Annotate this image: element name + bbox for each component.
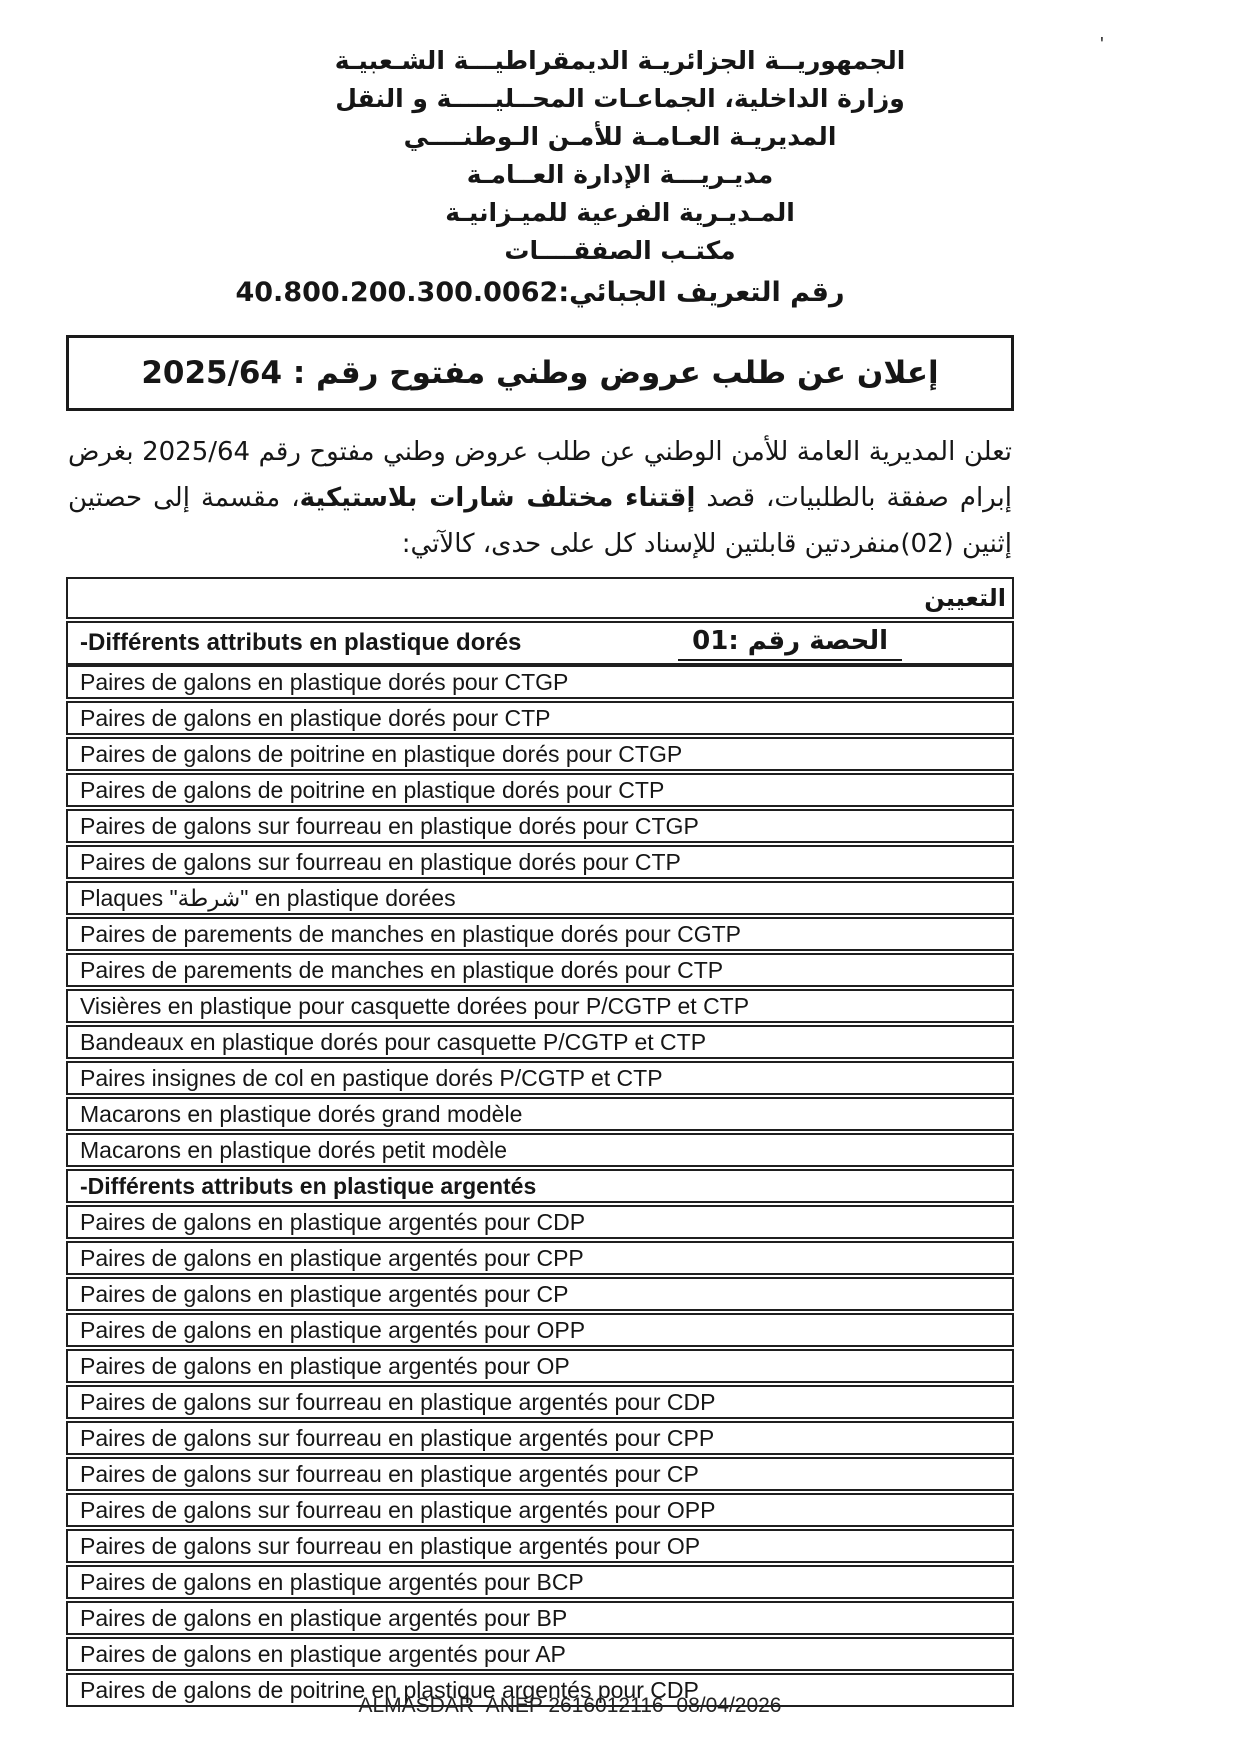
intro-text-part2: ، مقسمة إلى حصتين إثنين (02)منفردتين قابلتين للإسناد كل على حدى، كالآتي: bbox=[68, 483, 1012, 559]
lot1-header-row bbox=[66, 621, 1014, 665]
table-row-label: Paires de galons sur fourreau en plastique argentés pour CPP bbox=[80, 1424, 715, 1451]
table-rows-container bbox=[66, 665, 1014, 1707]
header-line-administration: مديـريـــة الإدارة العــامـة bbox=[466, 160, 774, 189]
table-row bbox=[66, 1241, 1014, 1275]
table-row-label: -Différents attributs en plastique argentés bbox=[80, 1172, 537, 1199]
table-row-label: Macarons en plastique dorés grand modèle bbox=[80, 1100, 523, 1127]
table-row-label: Paires de galons de poitrine en plastique dorés pour CTP bbox=[80, 776, 665, 803]
table-row-label: Bandeaux en plastique dorés pour casquette P/CGTP et CTP bbox=[80, 1028, 707, 1055]
table-row-label: Paires de galons en plastique argentés pour CPP bbox=[80, 1244, 584, 1271]
header-line-dgsn: المديريـة العـامـة للأمـن الـوطنــــي bbox=[403, 122, 837, 151]
lot1-title-ar: الحصة رقم :01 bbox=[678, 626, 902, 661]
table-row-label: Visières en plastique pour casquette dorées pour P/CGTP et CTP bbox=[80, 992, 750, 1019]
table-row bbox=[66, 1385, 1014, 1419]
intro-text-part1: تعلن المديرية العامة للأمن الوطني عن طلب عروض وطني مفتوح رقم 2025/64 بغرض إبرام صفقة بالطلبيات، قصد bbox=[68, 437, 1012, 513]
table-row-label: Paires de galons de poitrine en plastique dorés pour CTGP bbox=[80, 740, 683, 767]
table-row bbox=[66, 1565, 1014, 1599]
announcement-title-box bbox=[66, 335, 1014, 411]
tax-id-line: رقم التعريف الجبائي:40.800.200.300.0062 bbox=[235, 277, 845, 308]
table-row bbox=[66, 1637, 1014, 1671]
table-row-label: Plaques "شرطة" en plastique dorées bbox=[80, 884, 456, 911]
table-row-label: Paires de galons en plastique argentés pour OPP bbox=[80, 1316, 586, 1343]
lots-table bbox=[66, 577, 1014, 1707]
table-row-label: Paires de galons en plastique argentés pour OP bbox=[80, 1352, 570, 1379]
intro-text-bold-object: إقتناء مختلف شارات بلاستيكية bbox=[299, 483, 696, 513]
anep-footer: ALMASDAR- ANEP 2616012116- 08/04/2026 bbox=[358, 1694, 782, 1717]
table-row bbox=[66, 737, 1014, 771]
table-row bbox=[66, 881, 1014, 915]
table-row bbox=[66, 1025, 1014, 1059]
table-row-label: Paires de parements de manches en plastique dorés pour CGTP bbox=[80, 920, 741, 947]
intro-paragraph bbox=[68, 429, 1012, 567]
table-row-label: Paires de galons en plastique dorés pour CTP bbox=[80, 704, 551, 731]
designation-header-label: التعيين bbox=[924, 584, 1006, 612]
table-row-label: Paires de galons en plastique argentés pour AP bbox=[80, 1640, 566, 1667]
table-row bbox=[66, 1169, 1014, 1203]
table-row bbox=[66, 917, 1014, 951]
table-row-label: Paires de galons sur fourreau en plastique argentés pour OP bbox=[80, 1532, 701, 1559]
table-row-label: Paires de galons en plastique argentés pour CP bbox=[80, 1280, 569, 1307]
header-line-budget-directorate: المـديـرية الفرعية للميـزانيـة bbox=[445, 198, 795, 227]
table-row-label: Paires de galons sur fourreau en plastique dorés pour CTGP bbox=[80, 812, 699, 839]
table-header-row bbox=[66, 577, 1014, 619]
table-row-label: Paires de parements de manches en plastique dorés pour CTP bbox=[80, 956, 724, 983]
table-row bbox=[66, 1349, 1014, 1383]
table-row bbox=[66, 1097, 1014, 1131]
header-line-markets-office: مكتـب الصفقــــات bbox=[504, 236, 736, 265]
table-row-label: Paires de galons en plastique argentés pour CDP bbox=[80, 1208, 586, 1235]
table-row bbox=[66, 1601, 1014, 1635]
table-row bbox=[66, 1313, 1014, 1347]
table-row bbox=[66, 1493, 1014, 1527]
header-line-ministry: وزارة الداخلية، الجماعـات المحــليـــــة و النقل bbox=[335, 84, 905, 113]
table-row-label: Paires de galons sur fourreau en plastique dorés pour CTP bbox=[80, 848, 681, 875]
table-row bbox=[66, 1457, 1014, 1491]
table-row-label: Paires de galons en plastique argentés pour BP bbox=[80, 1604, 568, 1631]
table-row-label: Paires de galons en plastique argentés pour BCP bbox=[80, 1568, 584, 1595]
announcement-title: إعلان عن طلب عروض وطني مفتوح رقم : 2025/64 bbox=[141, 355, 939, 391]
table-row bbox=[66, 701, 1014, 735]
content-column bbox=[66, 273, 1014, 1707]
table-row-label: Paires de galons sur fourreau en plastique argentés pour OPP bbox=[80, 1496, 716, 1523]
table-row bbox=[66, 809, 1014, 843]
lot1-title-fr: -Différents attributs en plastique dorés bbox=[80, 629, 522, 656]
table-row bbox=[66, 989, 1014, 1023]
table-row-label: Paires de galons sur fourreau en plastique argentés pour CP bbox=[80, 1460, 699, 1487]
table-row bbox=[66, 1529, 1014, 1563]
table-row-label: Paires de galons de poitrine en plastique argentés pour CDP bbox=[80, 1676, 699, 1703]
table-row bbox=[66, 953, 1014, 987]
table-row bbox=[66, 773, 1014, 807]
table-row bbox=[66, 1205, 1014, 1239]
document-header bbox=[0, 0, 1240, 270]
table-row bbox=[66, 845, 1014, 879]
table-row bbox=[66, 1133, 1014, 1167]
header-line-republic: الجمهوريــة الجزائريـة الديمقراطيـــة الشـعبيـة bbox=[334, 46, 906, 75]
table-row bbox=[66, 665, 1014, 699]
table-row bbox=[66, 1421, 1014, 1455]
scan-artifact-mark: ' bbox=[1100, 34, 1104, 56]
table-row-label: Macarons en plastique dorés petit modèle bbox=[80, 1136, 508, 1163]
table-row bbox=[66, 1277, 1014, 1311]
table-row-label: Paires de galons sur fourreau en plastique argentés pour CDP bbox=[80, 1388, 716, 1415]
table-row-label: Paires de galons en plastique dorés pour CTGP bbox=[80, 668, 569, 695]
table-row-label: Paires insignes de col en pastique dorés P/CGTP et CTP bbox=[80, 1064, 663, 1091]
table-row bbox=[66, 1061, 1014, 1095]
